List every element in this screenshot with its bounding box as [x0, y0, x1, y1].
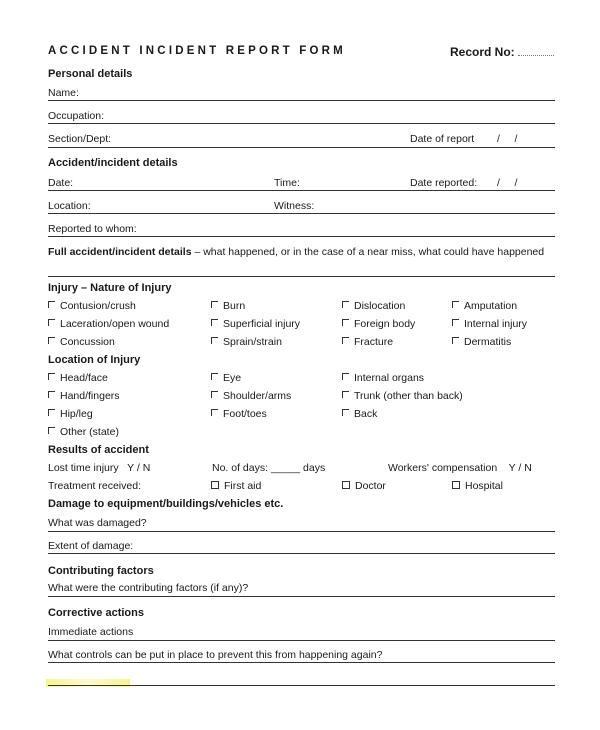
checkbox-eye[interactable]	[211, 372, 241, 384]
checkbox-label: First aid	[224, 480, 262, 492]
time-label: Time:	[274, 177, 300, 189]
immediate-actions-label: Immediate actions	[48, 626, 134, 638]
checkbox-label: Doctor	[355, 480, 386, 492]
checkbox-shoulder-arms[interactable]	[211, 390, 291, 402]
location-witness-field[interactable]	[48, 213, 555, 214]
checkbox-icon[interactable]	[342, 409, 349, 416]
checkbox-icon[interactable]	[342, 481, 350, 489]
checkbox-doctor[interactable]	[342, 480, 386, 492]
extent-of-damage-field[interactable]	[48, 553, 555, 554]
checkbox-hospital[interactable]	[452, 480, 503, 492]
checkbox-dermatitis[interactable]	[452, 336, 511, 348]
checkbox-internal-organs[interactable]	[342, 372, 424, 384]
checkbox-icon[interactable]	[342, 337, 349, 344]
reported-to-label: Reported to whom:	[48, 223, 137, 235]
full-details-field[interactable]	[48, 276, 555, 277]
checkbox-icon[interactable]	[452, 319, 459, 326]
results-heading: Results of accident	[48, 444, 149, 456]
checkbox-label: Sprain/strain	[223, 336, 282, 348]
no-of-days[interactable]: No. of days: _____ days	[212, 462, 326, 474]
checkbox-internal-injury[interactable]	[452, 318, 527, 330]
checkbox-first-aid[interactable]	[211, 480, 261, 492]
corrective-actions-heading: Corrective actions	[48, 607, 144, 619]
checkbox-icon[interactable]	[452, 337, 459, 344]
checkbox-hip-leg[interactable]	[48, 408, 93, 420]
checkbox-icon[interactable]	[48, 427, 55, 434]
contributing-factors-heading: Contributing factors	[48, 565, 154, 577]
checkbox-foot-toes[interactable]	[211, 408, 267, 420]
checkbox-label: Back	[354, 408, 378, 420]
checkbox-icon[interactable]	[342, 373, 349, 380]
full-details-label	[48, 246, 544, 258]
checkbox-icon[interactable]	[211, 409, 218, 416]
full-details-bold: Full accident/incident details	[48, 246, 192, 258]
checkbox-label: Foreign body	[354, 318, 416, 330]
checkbox-icon[interactable]	[211, 391, 218, 398]
incident-details-heading: Accident/incident details	[48, 157, 178, 169]
checkbox-icon[interactable]	[48, 409, 55, 416]
lost-time-injury[interactable]: Lost time injury Y / N	[48, 462, 151, 474]
checkbox-label: Concussion	[60, 336, 115, 348]
date-reported-field[interactable]: / /	[497, 177, 518, 189]
checkbox-amputation[interactable]	[452, 300, 517, 312]
treatment-received-label: Treatment received:	[48, 480, 141, 492]
checkbox-label: Fracture	[354, 336, 394, 348]
checkbox-label: Other (state)	[60, 426, 119, 438]
checkbox-sprain-strain[interactable]	[211, 336, 282, 348]
checkbox-trunk[interactable]	[342, 390, 463, 402]
checkbox-laceration[interactable]	[48, 318, 169, 330]
location-label: Location:	[48, 200, 91, 212]
checkbox-foreign-body[interactable]	[342, 318, 415, 330]
checkbox-icon[interactable]	[211, 373, 218, 380]
checkbox-label: Contusion/crush	[60, 300, 136, 312]
reported-to-field[interactable]	[48, 236, 555, 237]
checkbox-icon[interactable]	[211, 337, 218, 344]
checkbox-contusion[interactable]	[48, 300, 136, 312]
controls-question: What controls can be put in place to prevent this from happening again?	[48, 649, 383, 661]
date-reported-label: Date reported:	[410, 177, 478, 189]
nature-of-injury-heading: Injury – Nature of Injury	[48, 282, 172, 294]
workers-compensation[interactable]: Workers' compensation Y / N	[388, 462, 532, 474]
checkbox-icon[interactable]	[48, 373, 55, 380]
checkbox-icon[interactable]	[452, 481, 460, 489]
checkbox-icon[interactable]	[48, 391, 55, 398]
witness-label: Witness:	[274, 200, 315, 212]
checkbox-label: Burn	[223, 300, 246, 312]
checkbox-label: Amputation	[464, 300, 518, 312]
checkbox-label: Laceration/open wound	[60, 318, 170, 330]
occupation-label: Occupation:	[48, 110, 105, 122]
checkbox-label: Dislocation	[354, 300, 406, 312]
record-number-field[interactable]	[518, 46, 554, 56]
checkbox-label: Shoulder/arms	[223, 390, 292, 402]
checkbox-label: Dermatitis	[464, 336, 512, 348]
checkbox-label: Hand/fingers	[60, 390, 120, 402]
checkbox-icon[interactable]	[48, 319, 55, 326]
contributing-factors-field[interactable]	[48, 596, 555, 597]
occupation-field[interactable]	[48, 123, 555, 124]
controls-field-line-2[interactable]	[48, 685, 555, 686]
checkbox-hand-fingers[interactable]	[48, 390, 120, 402]
checkbox-burn[interactable]	[211, 300, 245, 312]
checkbox-label: Hospital	[465, 480, 503, 492]
date-label: Date:	[48, 177, 74, 189]
what-damaged-field[interactable]	[48, 531, 555, 532]
checkbox-label: Foot/toes	[223, 408, 267, 420]
checkbox-icon[interactable]	[211, 481, 219, 489]
form-title: ACCIDENT INCIDENT REPORT FORM	[48, 45, 346, 57]
checkbox-icon[interactable]	[48, 301, 55, 308]
checkbox-dislocation[interactable]	[342, 300, 405, 312]
full-details-rest: – what happened, or in the case of a near miss, what could have happened	[191, 246, 545, 258]
checkbox-fracture[interactable]	[342, 336, 393, 348]
location-of-injury-heading: Location of Injury	[48, 354, 141, 366]
checkbox-label: Superficial injury	[223, 318, 301, 330]
checkbox-icon[interactable]	[211, 319, 218, 326]
checkbox-label: Eye	[223, 372, 242, 384]
date-time-field[interactable]	[48, 190, 555, 191]
checkbox-other-state[interactable]	[48, 426, 119, 438]
checkbox-label: Hip/leg	[60, 408, 93, 420]
immediate-actions-field[interactable]	[48, 640, 555, 641]
checkbox-label: Trunk (other than back)	[354, 390, 463, 402]
record-label: Record No:	[450, 45, 515, 59]
checkbox-icon[interactable]	[342, 391, 349, 398]
checkbox-concussion[interactable]	[48, 336, 115, 348]
controls-field[interactable]	[48, 662, 555, 663]
checkbox-head-face[interactable]	[48, 372, 108, 384]
checkbox-label: Internal organs	[354, 372, 425, 384]
contributing-factors-question: What were the contributing factors (if any)?	[48, 582, 249, 594]
checkbox-icon[interactable]	[342, 301, 349, 308]
checkbox-back[interactable]	[342, 408, 377, 420]
personal-details-heading: Personal details	[48, 68, 133, 80]
name-label: Name:	[48, 87, 79, 99]
checkbox-icon[interactable]	[452, 301, 459, 308]
section-dept-field[interactable]	[48, 147, 555, 148]
extent-of-damage-label: Extent of damage:	[48, 540, 134, 552]
record-number	[450, 45, 554, 59]
checkbox-label: Head/face	[60, 372, 108, 384]
name-field[interactable]	[48, 100, 555, 101]
damage-heading: Damage to equipment/buildings/vehicles etc.	[48, 498, 284, 510]
checkbox-icon[interactable]	[342, 319, 349, 326]
section-dept-label: Section/Dept:	[48, 133, 112, 145]
checkbox-superficial-injury[interactable]	[211, 318, 300, 330]
checkbox-icon[interactable]	[211, 301, 218, 308]
date-of-report-label: Date of report	[410, 133, 475, 145]
date-of-report-field[interactable]: / /	[497, 133, 518, 145]
what-damaged-label: What was damaged?	[48, 517, 147, 529]
checkbox-icon[interactable]	[48, 337, 55, 344]
checkbox-label: Internal injury	[464, 318, 528, 330]
